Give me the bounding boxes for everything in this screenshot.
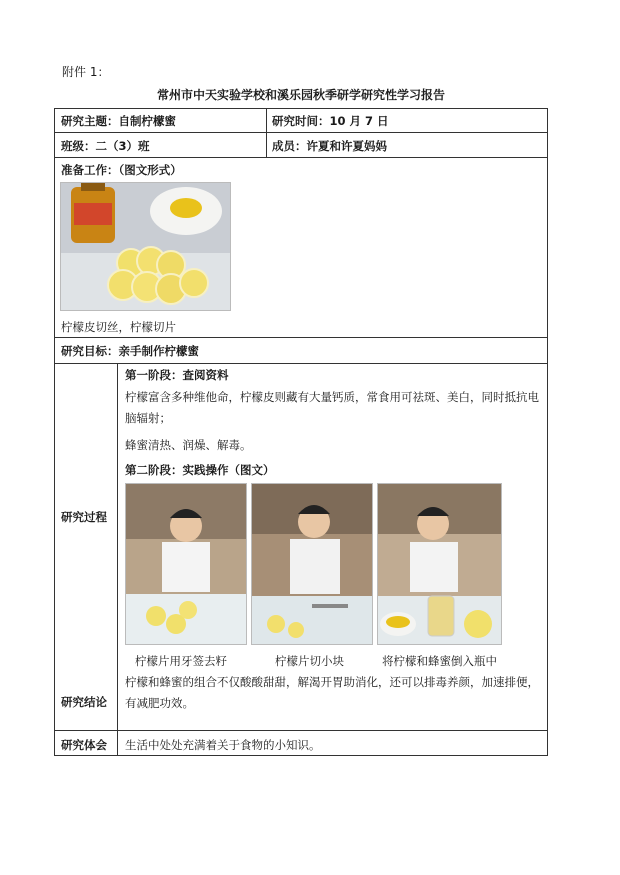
prep-photo: [60, 182, 231, 311]
attachment-label: 附件 1：: [62, 65, 110, 79]
report-table: [54, 108, 548, 756]
research-goal: 研究目标：亲手制作柠檬蜜: [61, 344, 199, 358]
experience-label: 研究体会: [61, 738, 107, 752]
stage1-text: 柠檬富含多种维他命，柠檬皮则藏有大量钙质，常食用可祛斑、美白，同时抵抗电脑辐射；: [125, 390, 539, 425]
process-photo-2: [251, 483, 373, 645]
research-time: 研究时间：10 月 7 日: [272, 114, 389, 128]
prep-caption: 柠檬皮切丝，柠檬切片: [61, 320, 176, 334]
research-topic: 研究主题：自制柠檬蜜: [61, 114, 176, 128]
stage1-text2: 蜂蜜清热、润燥、解毒。: [125, 438, 252, 452]
report-title: 常州市中天实验学校和溪乐园秋季研学研究性学习报告: [156, 88, 445, 102]
process-photo-1: [125, 483, 247, 645]
photo-2-caption: 柠檬片切小块: [275, 654, 344, 668]
conclusion-text: 柠檬和蜂蜜的组合不仅酸酸甜甜，解渴开胃助消化，还可以排毒养颜，加速排便，有减肥功效。: [125, 675, 539, 710]
class-info: 班级：二（3）班: [61, 139, 150, 153]
photo-3-caption: 将柠檬和蜂蜜倒入瓶中: [382, 654, 497, 668]
prep-label: 准备工作：（图文形式）: [61, 163, 182, 177]
experience-text: 生活中处处充满着关于食物的小知识。: [125, 738, 321, 752]
stage1-title: 第一阶段：查阅资料: [125, 368, 229, 382]
stage2-title: 第二阶段：实践操作（图文）: [125, 463, 275, 477]
process-photo-3: [377, 483, 502, 645]
conclusion-label: 研究结论: [61, 695, 107, 709]
process-label: 研究过程: [61, 510, 107, 524]
photo-1-caption: 柠檬片用牙签去籽: [135, 654, 227, 668]
members-info: 成员：许夏和许夏妈妈: [272, 139, 387, 153]
